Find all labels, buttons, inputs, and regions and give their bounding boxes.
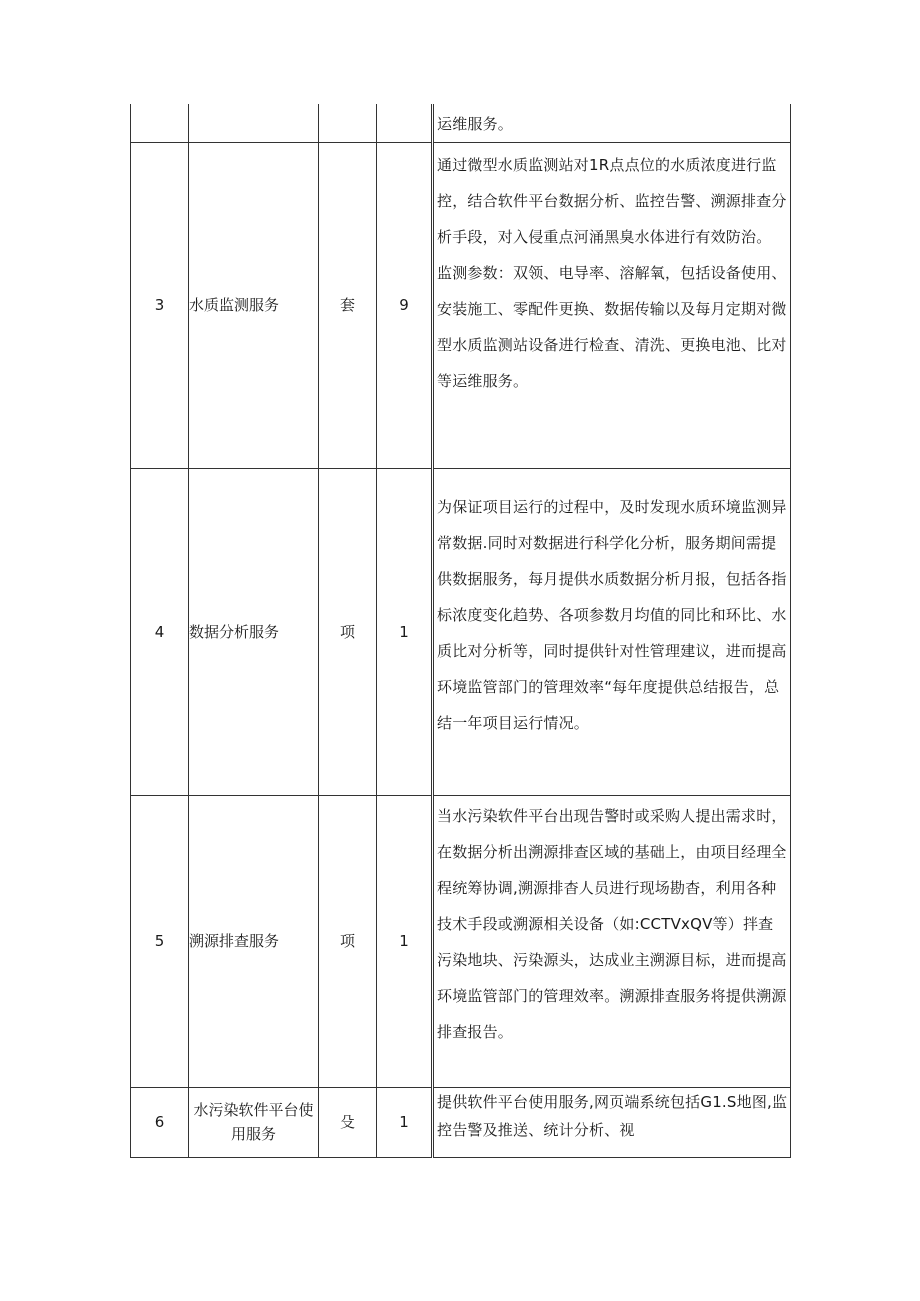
table-row [131,1087,791,1157]
service-name: 数据分析服务 [189,468,319,795]
service-description [433,142,791,468]
row-index: 6 [131,1087,189,1157]
table-row [131,795,791,1087]
description-paragraph: 当水污染软件平台出现告警时或采购人提出需求时，在数据分析出溯源排查区域的基础上，由项目经理全程统筹协调,溯源排杳人员进行现场勘杳，利用各种技术手段或溯源相关设备（如:CCTVxQV等）拌查污染地块、污染源头，达成业主溯源目标，进而提高环境监管部门的管理效率。溯源排查服务将提供溯源排查报告。 [437,806,787,1041]
quantity: 1 [377,468,433,795]
service-name: 水质监测服务 [189,142,319,468]
description-paragraph: 通过微型水质监测站对1R点点位的水质浓度进行监控，结合软件平台数据分析、监控告警、溯源排查分析手段，对入侵重点河涌黑臭水体进行有效防治。 [437,155,787,246]
unit [319,104,377,142]
description-paragraph: 为保证项目运行的过程中，及时发现水质环境监测异常数据.同时对数据进行科学化分析，服务期间需提供数据服务，每月提供水质数据分析月报，包括各指标浓度变化趋势、各项参数月均值的同比和环比、水质比对分析等，同时提供针对性管理建议，进而提高环境监管部门的管理效率“每年度提供总结报告，总结一年项目运行情况。 [437,497,787,732]
unit: 项 [319,468,377,795]
service-description [433,1087,791,1157]
table-row [131,142,791,468]
quantity [377,104,433,142]
service-name: 水污染软件平台使用服务 [189,1087,319,1157]
row-index: 3 [131,142,189,468]
row-index [131,104,189,142]
row-index: 4 [131,468,189,795]
service-name: 溯源排查服务 [189,795,319,1087]
unit: 套 [319,142,377,468]
table-row [131,104,791,142]
service-spec-table [130,104,791,1158]
service-name [189,104,319,142]
unit: 殳 [319,1087,377,1157]
unit: 项 [319,795,377,1087]
quantity: 1 [377,795,433,1087]
quantity: 9 [377,142,433,468]
description-paragraph: 监测参数：双领、电导率、溶解氧，包括设备使用、安装施工、零配件更换、数据传输以及每月定期对微型水质监测站设备进行检查、清洗、更换电池、比对等运维服务。 [437,263,787,390]
description-paragraph: 提供软件平台使用服务,网页端系统包括G1.S地图,监控告警及推送、统计分析、视 [437,1092,788,1139]
service-description [433,795,791,1087]
table-row [131,468,791,795]
service-description [433,468,791,795]
row-index: 5 [131,795,189,1087]
quantity: 1 [377,1087,433,1157]
description-paragraph: 运维服务。 [437,114,514,133]
service-description [433,104,791,142]
